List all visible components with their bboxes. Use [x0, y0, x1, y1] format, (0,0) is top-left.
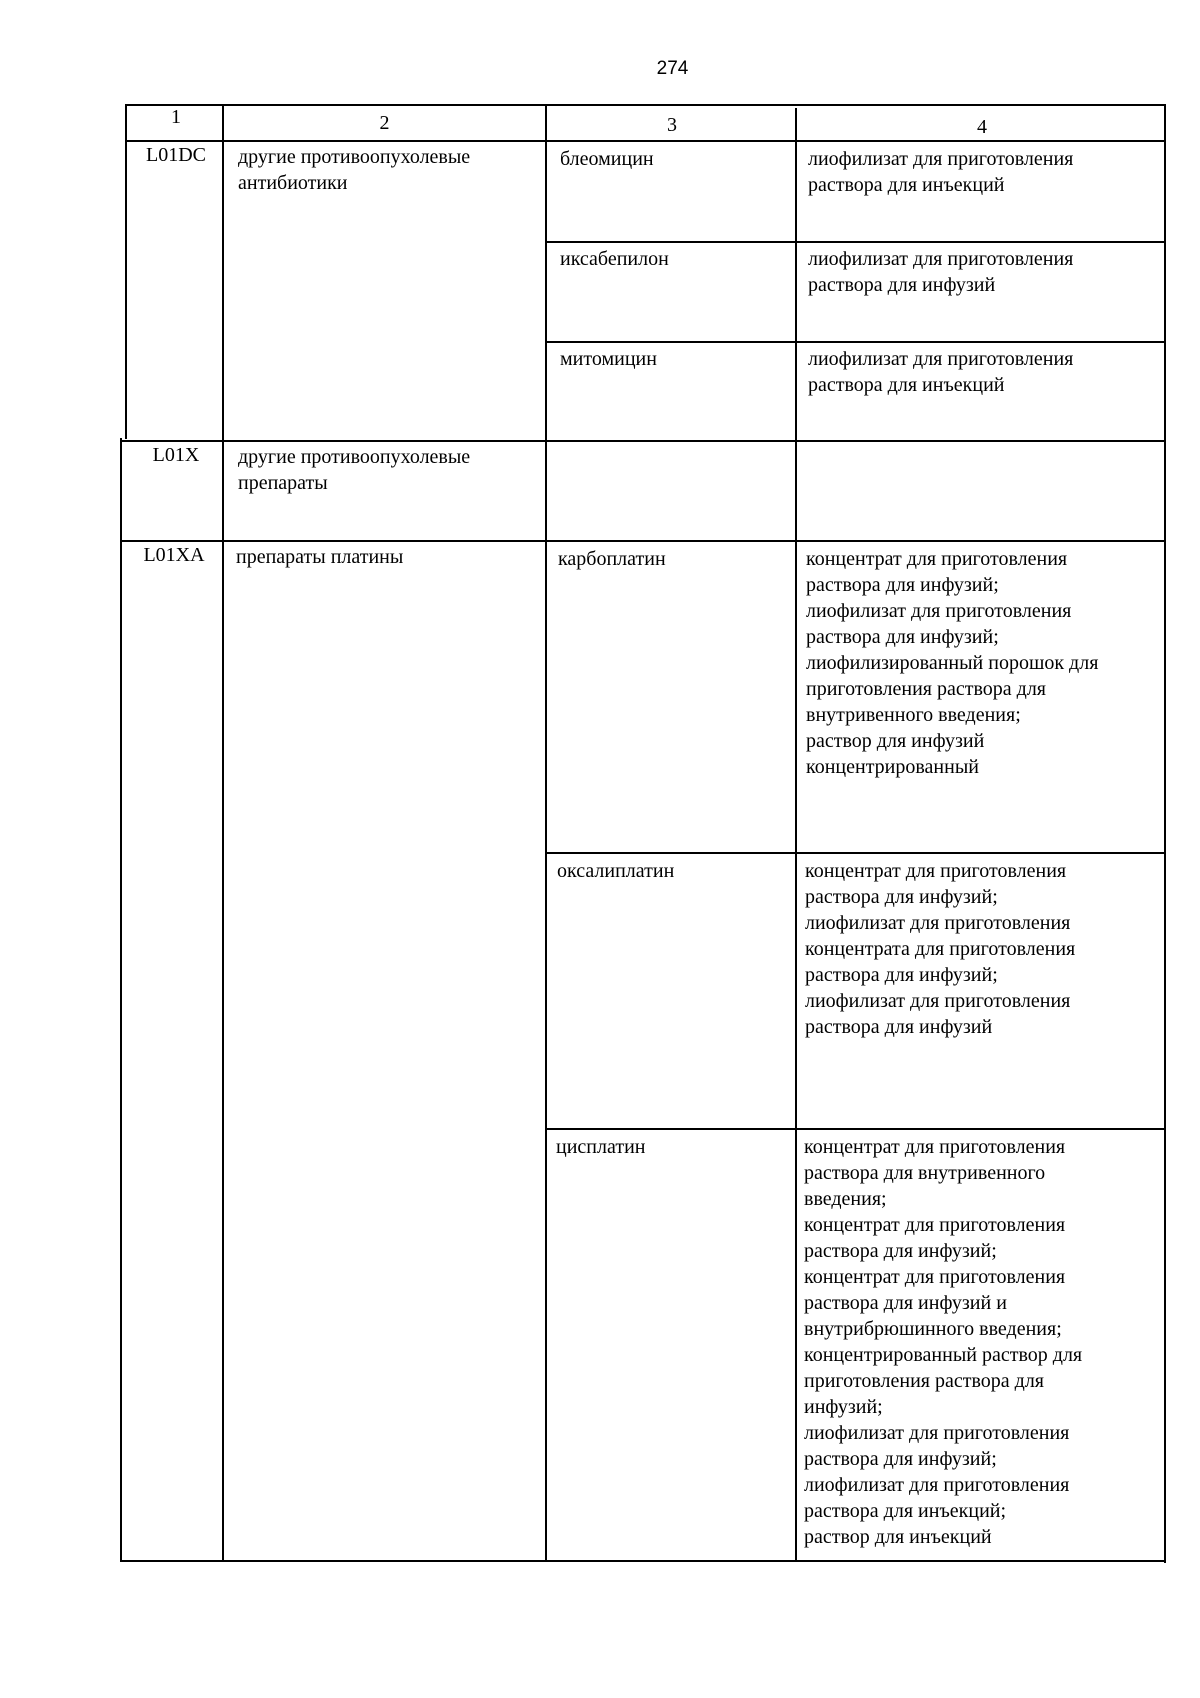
- rule-col-1-2: [222, 104, 224, 1561]
- header-col-2: 2: [379, 112, 390, 134]
- header-col-1: 1: [171, 106, 181, 128]
- row-1-code: L01DC: [146, 144, 206, 166]
- rule-row-3-bottom: [122, 440, 1166, 442]
- rule-row-4-bottom: [121, 540, 1166, 542]
- row-7-forms: концентрат для приготовления раствора для внутривенного введения; концентрат для приготовления раствора для инфузий; концентрат для приготовления раствора для инфузий и внутрибрюшинного введения; концентрированный раствор для приготовления раствора для инфузий; лиофилизат для приготовления раствора для инфузий; лиофилизат для приготовления раствора для инъекций; раствор для инъекций: [804, 1136, 1083, 1548]
- header-col-4: 4: [977, 116, 987, 138]
- row-1-group: другие противоопухолевые антибиотики: [238, 146, 471, 194]
- rule-left-lower: [120, 438, 122, 1560]
- row-3-forms: лиофилизат для приготовления раствора для инъекций: [808, 348, 1074, 396]
- row-4-group: другие противоопухолевые препараты: [238, 446, 471, 494]
- rule-bottom: [120, 1560, 1166, 1562]
- row-6-drug: оксалиплатин: [557, 860, 675, 882]
- page-number: 274: [656, 58, 689, 79]
- row-5-forms: концентрат для приготовления раствора для инфузий; лиофилизат для приготовления раствора для инфузий; лиофилизированный порошок для приготовления раствора для внутривенного введения; раствор для инфузий концентрированный: [806, 548, 1099, 778]
- rule-col-3-4: [795, 108, 797, 1562]
- row-2-forms: лиофилизат для приготовления раствора для инфузий: [808, 248, 1074, 296]
- row-1-drug: блеомицин: [560, 148, 654, 170]
- row-5-drug: карбоплатин: [558, 548, 666, 570]
- rule-row-5-bottom: [545, 852, 1166, 854]
- row-5-code: L01XA: [143, 544, 205, 566]
- row-3-drug: митомицин: [560, 348, 657, 370]
- row-2-drug: иксабепилон: [560, 248, 669, 270]
- rule-row-6-bottom: [545, 1128, 1166, 1130]
- rule-left: [125, 104, 127, 439]
- rule-right: [1164, 106, 1166, 1563]
- rule-row-2-bottom: [545, 341, 1166, 343]
- rule-header-bottom: [125, 140, 1166, 142]
- row-5-group: препараты платины: [236, 546, 404, 568]
- rule-col-2-3: [545, 106, 547, 1562]
- row-1-forms: лиофилизат для приготовления раствора для инъекций: [808, 148, 1074, 196]
- rule-top: [125, 104, 1166, 106]
- row-4-code: L01X: [152, 444, 200, 466]
- row-7-drug: цисплатин: [556, 1136, 646, 1158]
- rule-row-1-bottom: [545, 241, 1166, 243]
- row-6-forms: концентрат для приготовления раствора для инфузий; лиофилизат для приготовления концентрата для приготовления раствора для инфузий; лиофилизат для приготовления раствора для инфузий: [805, 860, 1076, 1038]
- header-col-3: 3: [667, 114, 677, 136]
